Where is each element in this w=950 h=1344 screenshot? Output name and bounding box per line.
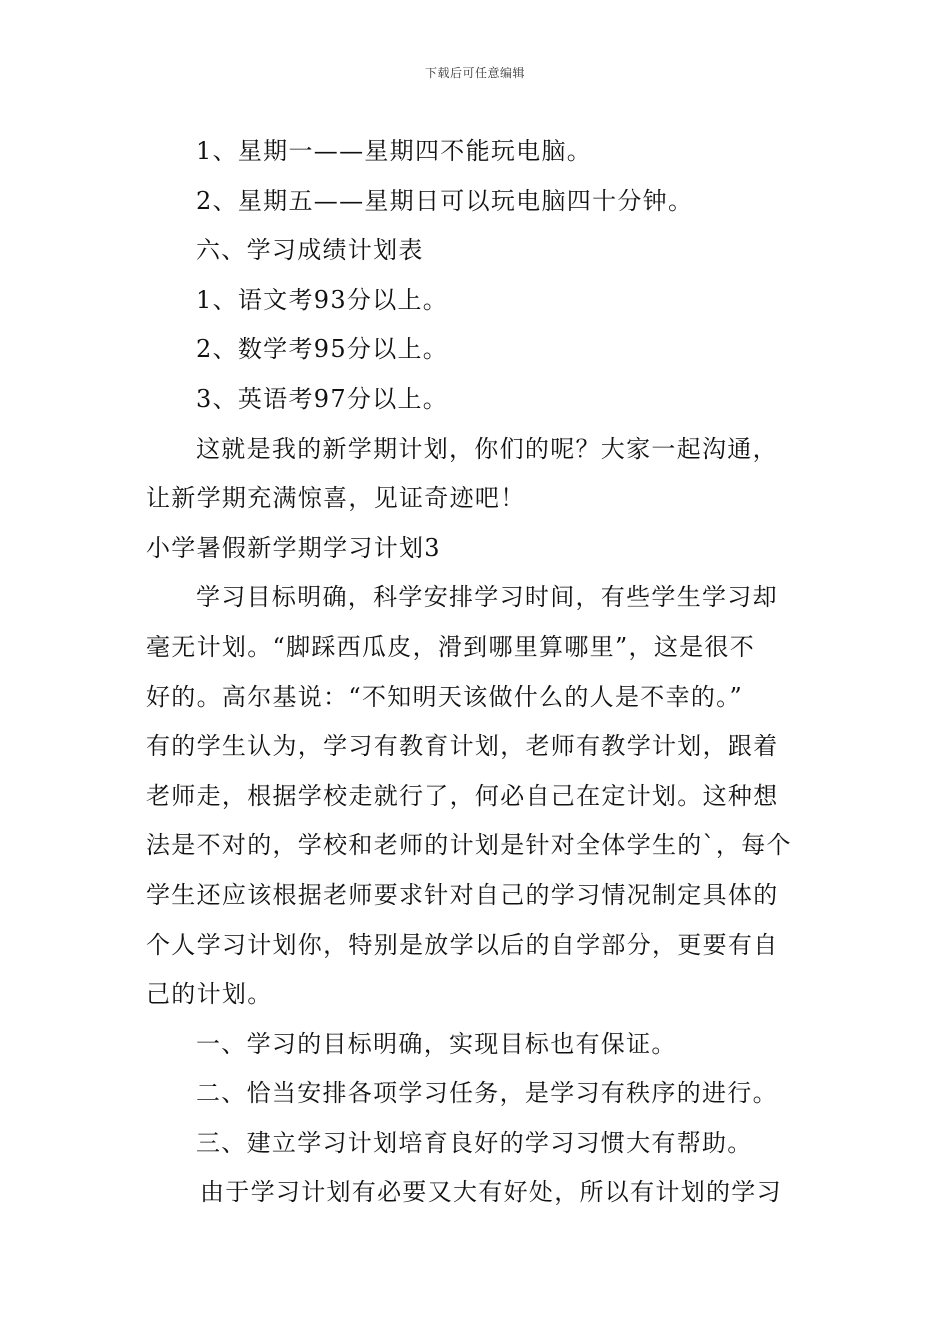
text-line: 老师走，根据学校走就行了，何必自己在定计划。这种想 (146, 781, 779, 810)
page-header: 下载后可任意编辑 (424, 66, 525, 80)
text-line: 2、数学考95分以上。 (196, 335, 449, 364)
text-line: 这就是我的新学期计划，你们的呢？大家一起沟通， (196, 434, 778, 463)
text-line: 毫无计划。“脚踩西瓜皮，滑到哪里算哪里”，这是很不 (146, 632, 756, 661)
text-line: 让新学期充满惊喜，见证奇迹吧！ (146, 484, 526, 513)
text-line: 2、星期五——星期日可以玩电脑四十分钟。 (196, 186, 694, 215)
text-line: 有的学生认为，学习有教育计划，老师有教学计划，跟着 (146, 732, 779, 761)
text-line: 己的计划。 (146, 980, 273, 1009)
document-body (146, 127, 806, 1218)
text-line: 由于学习计划有必要又大有好处，所以有计划的学习 (200, 1178, 782, 1207)
text-line: 1、星期一——星期四不能玩电脑。 (196, 137, 593, 165)
text-line: 3、英语考97分以上。 (196, 384, 449, 413)
text-line: 学生还应该根据老师要求针对自己的学习情况制定具体的 (146, 880, 779, 909)
text-line: 学习目标明确，科学安排学习时间，有些学生学习却 (196, 583, 778, 612)
text-line: 好的。高尔基说：“不知明天该做什么的人是不幸的。” (146, 682, 744, 711)
section-heading: 六、学习成绩计划表 (196, 236, 424, 265)
text-line: 二、恰当安排各项学习任务，是学习有秩序的进行。 (196, 1079, 778, 1108)
text-line: 1、语文考93分以上。 (196, 285, 449, 314)
text-line: 法是不对的，学校和老师的计划是针对全体学生的`，每个 (146, 831, 792, 860)
article-title: 小学暑假新学期学习计划3 (146, 533, 441, 562)
text-line: 一、学习的目标明确，实现目标也有保证。 (196, 1029, 677, 1058)
text-line: 个人学习计划你，特别是放学以后的自学部分，更要有自 (146, 930, 779, 959)
text-line: 三、建立学习计划培育良好的学习习惯大有帮助。 (196, 1128, 753, 1157)
